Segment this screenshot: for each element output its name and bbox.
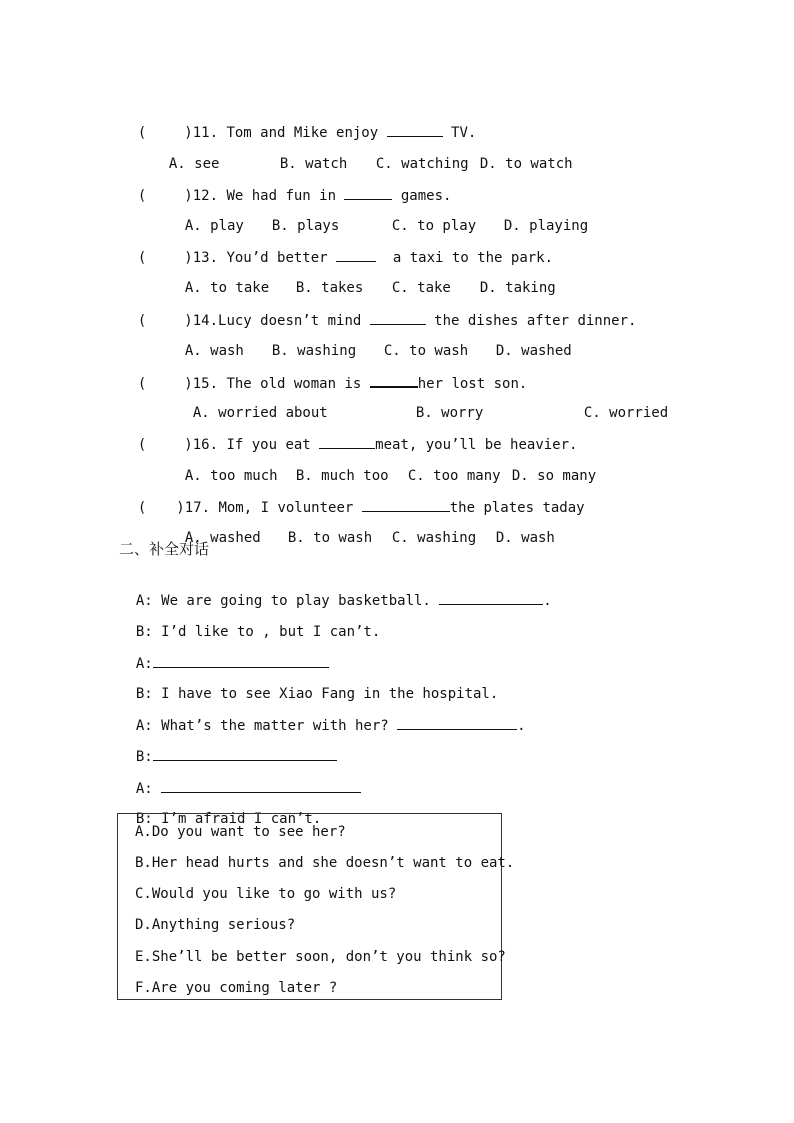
option-c: C. watching [375, 156, 469, 172]
option-a: A. too much [184, 468, 278, 484]
option-c: C. washing [391, 530, 477, 546]
answer-paren: ( [137, 188, 147, 204]
option-b: B. watch [279, 156, 348, 172]
question-number: )14. [184, 313, 219, 329]
option-c: C. to wash [383, 343, 469, 359]
answer-paren: ( [137, 313, 147, 329]
option-d: D. to watch [479, 156, 573, 172]
option-b: B. washing [271, 343, 357, 359]
question-stem-end: meat, you’ll be heavier. [375, 437, 578, 453]
question-17-options [168, 508, 555, 548]
option-c: C. to play [391, 218, 477, 234]
option-b: B. worry [415, 405, 484, 421]
dialogue-text: A: [135, 656, 153, 672]
option-d: D. playing [503, 218, 589, 234]
choice-c: C.Would you like to go with us? [135, 886, 397, 902]
dialogue-text: B: I’d like to , but I can’t. [135, 624, 381, 640]
question-stem-end: a taxi to the park. [376, 250, 554, 266]
option-d: D. taking [479, 280, 556, 296]
option-d: D. washed [495, 343, 572, 359]
question-stem: Lucy doesn’t mind [218, 313, 370, 329]
answer-paren: ( [137, 125, 147, 141]
question-stem-end: TV. [442, 125, 477, 141]
question-number: )11. [184, 125, 219, 141]
dialogue-blank[interactable] [397, 715, 517, 730]
dialogue-text: A: [135, 781, 162, 797]
option-b: B. takes [295, 280, 364, 296]
answer-paren: ( [137, 437, 147, 453]
question-number: )16. [184, 437, 219, 453]
choice-f: F.Are you coming later ? [135, 980, 338, 996]
dialogue-text: B: I’m afraid I can’t. [135, 811, 322, 827]
option-d: D. wash [495, 530, 555, 546]
choice-e: E.She’ll be better soon, don’t you think so? [135, 949, 506, 965]
question-number: )12. [184, 188, 219, 204]
answer-paren: ( [137, 500, 147, 516]
question-stem: If you eat [218, 437, 320, 453]
option-c: C. too many [407, 468, 501, 484]
option-b: B. plays [271, 218, 340, 234]
option-a: A. worried about [192, 405, 328, 421]
option-a: A. washed [184, 530, 261, 546]
question-stem: Mom, I volunteer [210, 500, 362, 516]
question-number: )15. [184, 376, 219, 392]
choice-d: D.Anything serious? [135, 917, 296, 933]
option-b: B. much too [295, 468, 389, 484]
option-a: A. play [184, 218, 244, 234]
dialogue-text: A: What’s the matter with her? [135, 718, 398, 734]
dialogue-text: A: We are going to play basketball. [135, 593, 440, 609]
dialogue-text-end: . [517, 718, 526, 734]
question-number: )17. [176, 500, 211, 516]
question-stem-end: the plates taday [449, 500, 585, 516]
question-number: )13. [184, 250, 219, 266]
option-a: A. wash [184, 343, 244, 359]
option-b: B. to wash [287, 530, 373, 546]
question-stem: Tom and Mike enjoy [218, 125, 387, 141]
choices-box [117, 813, 515, 1000]
choice-a: A.Do you want to see her? [135, 824, 346, 840]
question-stem-end: games. [392, 188, 452, 204]
option-d: D. so many [511, 468, 597, 484]
answer-paren: ( [137, 376, 147, 392]
question-stem: We had fun in [218, 188, 345, 204]
question-stem-end: the dishes after dinner. [425, 313, 637, 329]
option-a: A. see [168, 156, 220, 172]
option-c: C. take [391, 280, 451, 296]
dialogue-text: B: [135, 749, 153, 765]
section-heading: 二、补全对话 [119, 540, 210, 558]
dialogue-blank[interactable] [439, 590, 543, 605]
option-a: A. to take [184, 280, 270, 296]
dialogue-text-end: . [543, 593, 552, 609]
question-stem-end: her lost son. [417, 376, 528, 392]
option-c: C. worried [583, 405, 669, 421]
question-stem: You’d better [218, 250, 337, 266]
question-stem: The old woman is [218, 376, 370, 392]
answer-paren: ( [137, 250, 147, 266]
choice-b: B.Her head hurts and she doesn’t want to eat. [135, 855, 515, 871]
dialogue-text: B: I have to see Xiao Fang in the hospital. [135, 686, 499, 702]
